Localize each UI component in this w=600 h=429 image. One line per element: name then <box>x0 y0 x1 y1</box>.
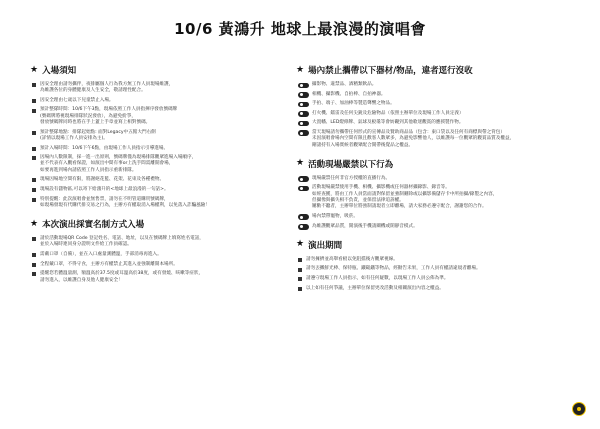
list-item: 提醒您若體溫量測，額溫高於37.5度或耳溫高於38度，或有發燒、咳嗽等症狀， 請勿進入，以維護自身及他人健康安全！ <box>30 271 292 284</box>
list-item: 活動現場嚴禁使用手機、相機、攝影機或任何器材攝錄影、錄音等。 如經查獲，將由工作人員當面請對保留並強制刪除或以攝影備儲存卡中所拍攝/錄製之內容， 但攝像與攝失相不負責，並保留法律追訴權。 屢勸不聽者，主辦單位將強制請現者立即離場，請大家務必遵守配合，謝謝您的合作。 <box>296 185 586 210</box>
section-real-name-entry <box>30 218 292 284</box>
section-prohibited-items <box>296 64 586 149</box>
list-item: 因場內人數限制，採一進一出原則，號碼牌僅為現場排隊觀眾進場入場順序， 並不代表有入觀看保證，如演出中間有事or上洗手間需離開會場， 如要再進到場內請依照工作人員指示重新排隊。 <box>30 155 292 174</box>
list-item: 現場因場地空間有限，將謝絕花籃、花架、花束及各種禮物。 <box>30 177 292 183</box>
list-item: 大置幡、LED燈條牌、氣球及板羹等會妨礙到其他歌迷觀賞的應援製作物。 <box>296 120 586 126</box>
bullet-square-icon <box>32 237 36 241</box>
list-item: 打火機、鐳雷及任何尖銳及危險物品（依照主辦單位及現場工作人員定義） <box>296 111 586 117</box>
bullet-square-icon <box>298 287 302 291</box>
list-item: 場內禁帶寵物，吸菸。 <box>296 214 586 220</box>
section-heading <box>296 158 586 170</box>
organizer-logo-icon <box>572 402 586 416</box>
bullet-square-icon <box>32 99 36 103</box>
prohibited-badge-icon <box>298 83 309 89</box>
bullet-square-icon <box>32 131 36 135</box>
list-item: 相機、攝影機、自拍棒、自拍神器。 <box>296 92 586 98</box>
list-item: 當天現場請勿攜帶任何形式的宣傳品及贊助商品品（包含：東口袋以及任何有商標與帶之背包） 未因演唱會場內空間有限且歡客人數眾多，為避免影響他人，以維護每一位觀眾的觀賞品質及權益， 剛諸持有入場實候者觀眾配合開帶後覺品之權益。 <box>296 130 586 149</box>
section-heading <box>30 218 292 230</box>
list-item: 因安全理由七歲以下兒童禁止入場。 <box>30 98 292 104</box>
list-item: 請勿丟擲鮮光棒、保特瓶、鐵鎚鐵等物品，經勸告未果，工作人員有權請違規者離場。 <box>296 266 586 272</box>
section-title: 入場須知 <box>42 66 77 76</box>
section-prohibited-behavior <box>296 158 586 230</box>
page-title: 10/6 黃鴻升 地球上最浪漫的演唱會 <box>174 20 426 38</box>
bullet-square-icon <box>32 178 36 182</box>
left-column <box>30 64 292 293</box>
bullet-square-icon <box>298 277 302 281</box>
section-title: 演出期間 <box>308 240 343 251</box>
bullet-square-icon <box>32 188 36 192</box>
bullet-square-icon <box>32 263 36 267</box>
list-item: 預計整隊地點：排隊起始點: 面對Legacy中五館大門右側 (詳情以現場工作人員安排為主)。 <box>30 130 292 143</box>
bullet-square-icon <box>32 147 36 151</box>
section-heading <box>30 64 292 76</box>
prohibited-badge-icon <box>298 92 309 98</box>
list-item: 預計整隊時間：10/6下午3點，現場依照工作人員指揮序發放號碼牌 (號碼牌將視現場排隊狀況發放），為避免紛爭， 發放號碼牌同時也將在手上蓋上手章並寫上相對號碼。 <box>30 107 292 126</box>
prohibited-badge-icon <box>298 176 309 182</box>
section-title: 場內禁止攜帶以下器材/物品，違者逕行沒收 <box>308 66 473 76</box>
bullet-square-icon <box>32 272 36 276</box>
list-item: 攝影物、違禁品、酒精類飲品。 <box>296 82 586 88</box>
bullet-square-icon <box>298 268 302 272</box>
star-icon: ★ <box>30 64 39 75</box>
prohibited-badge-icon <box>298 186 309 192</box>
prohibited-badge-icon <box>298 130 309 136</box>
list-item: 需戴口罩（自備），並在入口處量測體溫，手部消毒再進入。 <box>30 252 292 258</box>
bullet-square-icon <box>32 156 36 160</box>
bullet-square-icon <box>298 258 302 262</box>
bullet-square-icon <box>32 109 36 113</box>
section-entry-notice <box>30 64 292 209</box>
list-item: 全程戴口罩，不得守食，主辦方有權禁止其進入並強制離開本場所。 <box>30 262 292 268</box>
list-item: 請勿擁擠並高舉看板以免阻擋後方觀眾視線。 <box>296 257 586 263</box>
list-item: 現場嚴禁任何非官方授權的直播行為。 <box>296 176 586 182</box>
section-heading <box>296 64 586 76</box>
star-icon: ★ <box>296 239 305 250</box>
list-item: 請於活動現場QR Code 登記姓名、電話、地址，以及在號碼牌上填寫姓名電話， 並於入場時連同身分證明文件給工作員確認。 <box>30 236 292 249</box>
list-item: 手拍、端子、加油棒等製造聲響之物品。 <box>296 101 586 107</box>
bullet-square-icon <box>32 198 36 202</box>
section-heading <box>296 239 586 251</box>
prohibited-badge-icon <box>298 102 309 108</box>
bullet-square-icon <box>32 83 36 87</box>
prohibited-badge-icon <box>298 121 309 127</box>
right-column <box>296 64 586 301</box>
list-item: 現場設有儲物區,可以寄下給鴻升的<地球上最浪漫的一句話>。 <box>30 187 292 193</box>
prohibited-badge-icon <box>298 214 309 220</box>
list-item: 特別提醒：此次演唱會並無售票，請勿在不明管道購買號碼牌， 如現場發現有代購代排交易之行為，主辦方有權取消入場權利，以免落入詐騙風險！ <box>30 197 292 210</box>
star-icon: ★ <box>296 64 305 75</box>
section-title: 本次演出採實名制方式入場 <box>42 220 145 231</box>
list-item: 以上如有任何爭議，主辦單位保留更改活動及相關演出內容之權益。 <box>296 286 586 292</box>
bullet-square-icon <box>32 253 36 257</box>
list-item: 預計入場時間：10/6下午6點，由現場工作人員指示引導進場。 <box>30 146 292 152</box>
star-icon: ★ <box>296 158 305 169</box>
star-icon: ★ <box>30 218 39 229</box>
list-item: 請遵守現場工作人員指示，如有任何疑數，以現場工作人員公佈為準。 <box>296 276 586 282</box>
prohibited-badge-icon <box>298 224 309 230</box>
section-title: 活動現場嚴禁以下行為 <box>308 159 394 170</box>
section-during-show <box>296 239 586 292</box>
list-item: 因安全理由請勿攜伴，夜排屬個人行為我方無工作人員現場維護， 為維護各位的身體健康及人生安全，敬請理性配合。 <box>30 82 292 95</box>
list-item: 為維護觀眾品質，開演後手機請關機或開靜音模式。 <box>296 224 586 230</box>
prohibited-badge-icon <box>298 111 309 117</box>
